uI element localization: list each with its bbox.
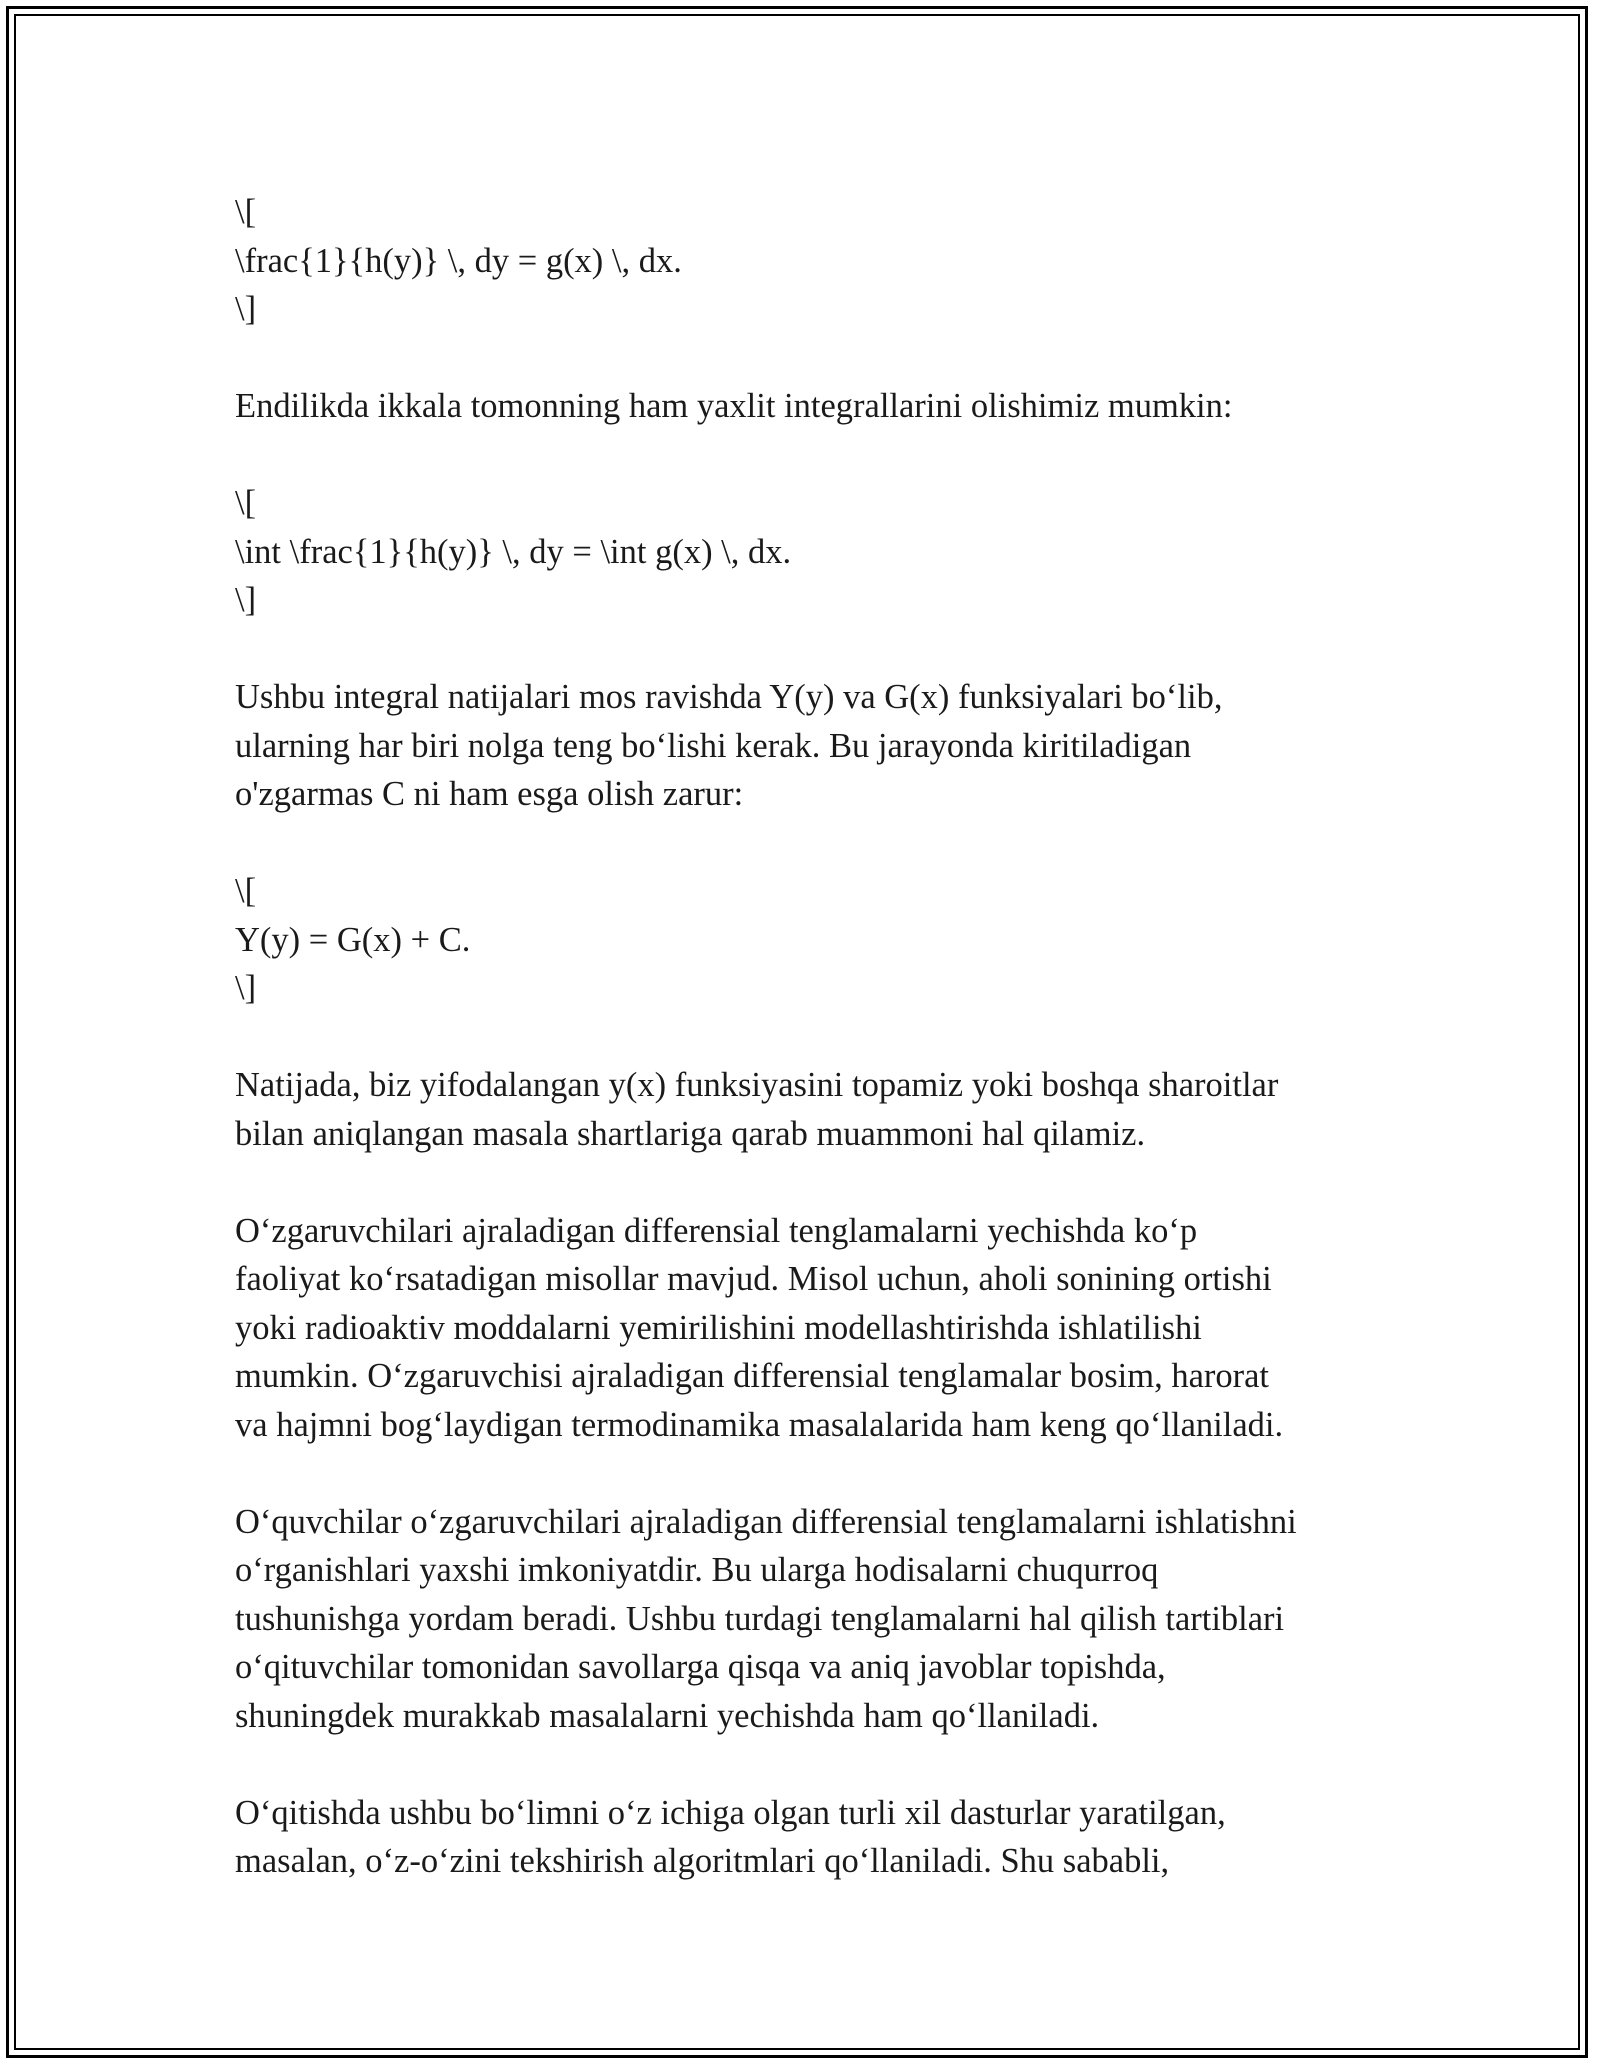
paragraph-1 (235, 382, 1415, 431)
paragraph-line: O‘qitishda ushbu bo‘limni o‘z ichiga olgan turli xil dasturlar yaratilgan, (235, 1793, 1226, 1832)
paragraph-line: shuningdek murakkab masalalarni yechishda ham qo‘llaniladi. (235, 1696, 1100, 1735)
math-line: \] (235, 969, 257, 1007)
paragraph-line: Natijada, biz yifodalangan y(x) funksiyasini topamiz yoki boshqa sharoitlar (235, 1066, 1279, 1104)
math-line: \int \frac{1}{h(y)} \, dy = \int g(x) \, dx. (235, 532, 792, 571)
paragraph-line: tushunishga yordam beradi. Ushbu turdagi tenglamalarni hal qilish tartiblari (235, 1599, 1285, 1638)
paragraph-line: faoliyat ko‘rsatadigan misollar mavjud. Misol uchun, aholi sonining ortishi (235, 1260, 1272, 1298)
paragraph-6 (235, 1789, 1415, 1886)
math-line: Y(y) = G(x) + C. (235, 920, 471, 959)
math-line: \] (235, 290, 257, 328)
paragraph-line: Ushbu integral natijalari mos ravishda Y(y) va G(x) funksiyalari bo‘lib, (235, 678, 1223, 716)
paragraph-line: O‘quvchilar o‘zgaruvchilari ajraladigan differensial tenglamalarni ishlatishni (235, 1502, 1297, 1541)
math-block-1 (235, 188, 1415, 334)
paragraph-3 (235, 1061, 1415, 1158)
paragraph-line: va hajmni bog‘laydigan termodinamika masalalarida ham keng qo‘llaniladi. (235, 1405, 1284, 1444)
paragraph-line: masalan, o‘z-o‘zini tekshirish algoritmlari qo‘llaniladi. Shu sababli, (235, 1842, 1170, 1880)
paragraph-line: mumkin. O‘zgaruvchisi ajraladigan differensial tenglamalar bosim, harorat (235, 1357, 1270, 1395)
math-line: \[ (235, 193, 257, 231)
paragraph-line: yoki radioaktiv moddalarni yemirilishini modellashtirishda ishlatilishi (235, 1308, 1202, 1347)
math-line: \[ (235, 484, 257, 522)
paragraph-line: Endilikda ikkala tomonning ham yaxlit integrallarini olishimiz mumkin: (235, 387, 1233, 425)
math-line: \] (235, 581, 257, 619)
paragraph-2 (235, 673, 1415, 819)
paragraph-line: bilan aniqlangan masala shartlariga qarab muammoni hal qilamiz. (235, 1114, 1146, 1153)
paragraph-line: O‘zgaruvchilari ajraladigan differensial tenglamalarni yechishda ko‘p (235, 1211, 1198, 1250)
paragraph-line: o‘qituvchilar tomonidan savollarga qisqa va aniq javoblar topishda, (235, 1648, 1166, 1686)
paragraph-5 (235, 1498, 1415, 1741)
math-line: \frac{1}{h(y)} \, dy = g(x) \, dx. (235, 241, 682, 280)
math-line: \[ (235, 872, 257, 910)
paragraph-line: o'zgarmas C ni ham esga olish zarur: (235, 775, 744, 813)
paragraph-line: ularning har biri nolga teng bo‘lishi kerak. Bu jarayonda kiritiladigan (235, 726, 1192, 765)
paragraph-4 (235, 1207, 1415, 1450)
math-block-3 (235, 867, 1415, 1013)
paragraph-line: o‘rganishlari yaxshi imkoniyatdir. Bu ularga hodisalarni chuqurroq (235, 1551, 1159, 1589)
document-body (235, 188, 1415, 1934)
math-block-2 (235, 479, 1415, 625)
